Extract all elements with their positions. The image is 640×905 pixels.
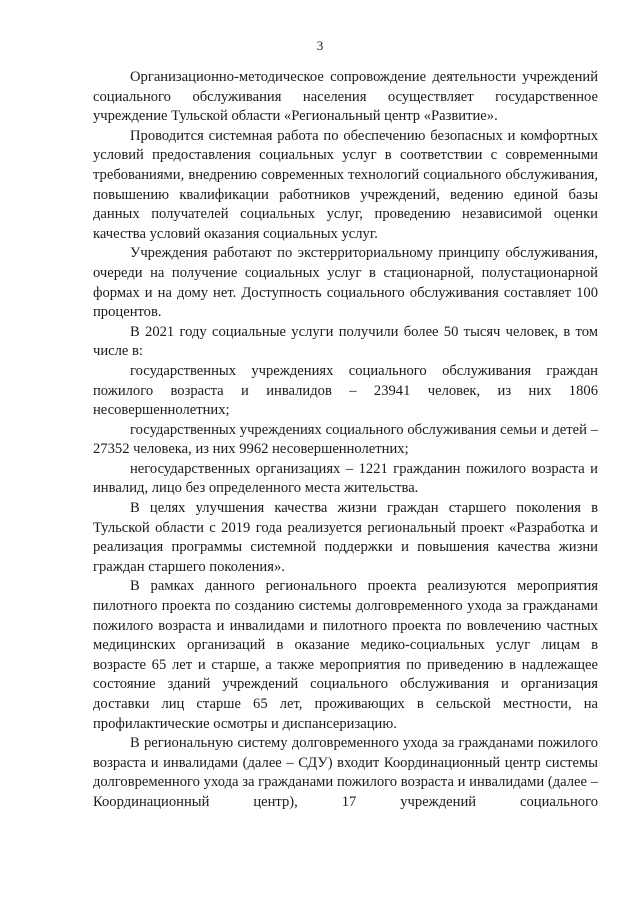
paragraph-organizational-support: Организационно-методическое сопровождение деятельности учреждений социального обслуживания населения осуществляет государственное учреждение Тульской области «Региональный центр «Развитие». — [93, 69, 598, 125]
paragraph-pilot-projects: В рамках данного регионального проекта реализуются мероприятия пилотного проекта по созданию системы долговременного ухода за гражданами пожилого возраста и инвалидами и пилотного проекта по вовлечению частных медицинских организаций в оказание медико-социальных услуг лицам в возрасте 65 лет и старше, а также мероприятия по приведению в надлежащее состояние зданий учреждений социального обслуживания и организация доставки лиц старше 65 лет, проживающих в сельской местности, на профилактические осмотры и диспансеризацию. — [93, 578, 598, 732]
document-body — [93, 68, 598, 813]
paragraph-long-term-care-system: В региональную систему долговременного ухода за гражданами пожилого возраста и инвалидами (далее – СДУ) входит Координационный центр системы долговременного ухода за гражданами пожилого возраста и инвалидами (далее – Координационный центр), 17 учреждений социального — [93, 735, 598, 810]
paragraph-services-2021: В 2021 году социальные услуги получили более 50 тысяч человек, в том числе в: — [93, 323, 598, 360]
paragraph-extraterritorial-principle: Учреждения работают по экстерриториальному принципу обслуживания, очереди на получение социальных услуг в стационарной, полустационарной формах и на дому нет. Доступность социального обслуживания составляет 100 процентов. — [93, 245, 598, 321]
paragraph-elderly-disabled-institutions: государственных учреждениях социального обслуживания граждан пожилого возраста и инвалидов – 23941 человек, из них 1806 несовершеннолетних; — [93, 362, 598, 419]
page-number: 3 — [316, 38, 324, 53]
paragraph-systematic-work: Проводится системная работа по обеспечению безопасных и комфортных условий предоставления социальных услуг в соответствии с современными требованиями, внедрению современных технологий социального обслуживания, повышению квалификации работников учреждений, ведению единой базы данных получателей социальных услуг, проведению независимой оценки качества условий оказания социальных услуг. — [93, 127, 598, 242]
paragraph-regional-project: В целях улучшения качества жизни граждан старшего поколения в Тульской области с 2019 года реализуется региональный проект «Разработка и реализация программы системной поддержки и повышения качества жизни граждан старшего поколения». — [93, 500, 598, 575]
paragraph-non-state-organizations: негосударственных организациях – 1221 гражданин пожилого возраста и инвалид, лицо без определенного места жительства. — [93, 460, 598, 497]
paragraph-family-children-institutions: государственных учреждениях социального обслуживания семьи и детей – 27352 человека, из них 9962 несовершеннолетних; — [93, 421, 598, 458]
